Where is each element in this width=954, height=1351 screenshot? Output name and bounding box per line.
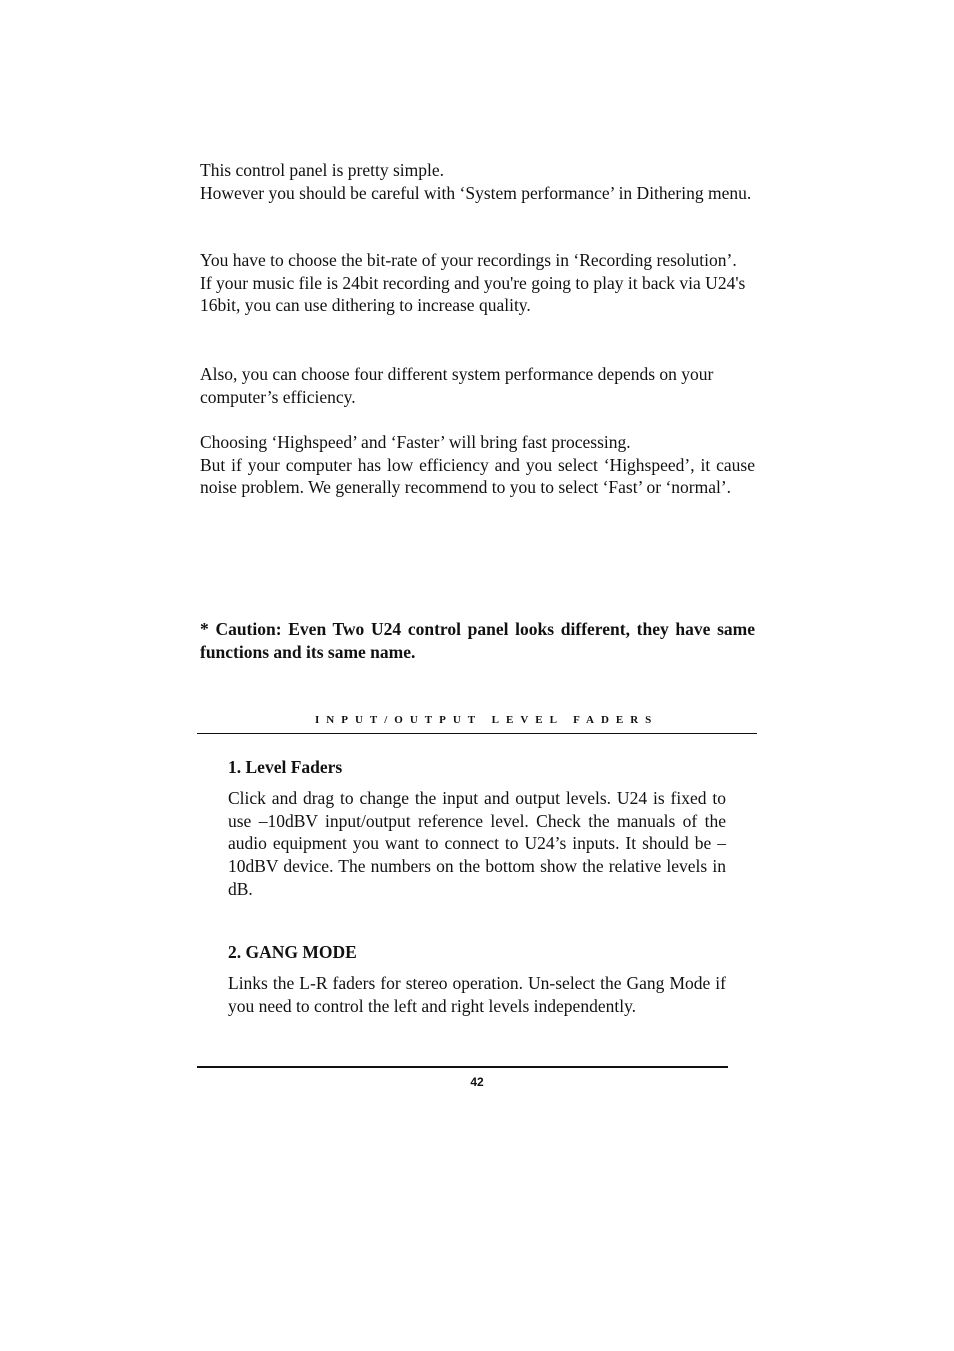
gang-mode-section [228, 941, 726, 1017]
performance-line-1: Also, you can choose four different system performance depends on your computer’s efficiency. [200, 364, 714, 407]
section-header [197, 713, 757, 734]
intro-paragraph [200, 159, 755, 204]
speed-paragraph [200, 431, 755, 499]
level-faders-body: Click and drag to change the input and output levels. U24 is fixed to use –10dBV input/output reference level. Check the manuals of the audio equipment you want to connect to U24’s inputs. It should be –10dBV device. The numbers on the bottom show the relative levels in dB. [228, 788, 726, 899]
intro-line-1: This control panel is pretty simple. [200, 160, 444, 180]
caution-note: * Caution: Even Two U24 control panel looks different, they have same functions and its same name. [200, 619, 755, 662]
footer-rule [197, 1066, 728, 1068]
gang-mode-body: Links the L-R faders for stereo operation. Un-select the Gang Mode if you need to control the left and right levels independently. [228, 973, 726, 1016]
resolution-line-2: If your music file is 24bit recording and you're going to play it back via U24's 16bit, you can use dithering to increase quality. [200, 272, 746, 316]
section-header-title: INPUT/OUTPUT LEVEL FADERS [315, 714, 659, 726]
level-faders-section [228, 756, 726, 901]
gang-mode-heading: 2. GANG MODE [228, 942, 357, 962]
intro-line-2: However you should be careful with ‘System performance’ in Dithering menu. [200, 182, 752, 203]
level-faders-heading: 1. Level Faders [228, 757, 343, 777]
speed-line-2: But if your computer has low efficiency and you select ‘Highspeed’, it cause noise problem. We generally recommend to you to select ‘Fast’ or ‘normal’. [200, 454, 755, 498]
performance-paragraph [200, 363, 755, 408]
resolution-paragraph [200, 249, 755, 317]
resolution-line-1: You have to choose the bit-rate of your recordings in ‘Recording resolution’. [200, 250, 737, 270]
speed-line-1: Choosing ‘Highspeed’ and ‘Faster’ will bring fast processing. [200, 432, 631, 452]
page-number: 42 [470, 1075, 484, 1089]
